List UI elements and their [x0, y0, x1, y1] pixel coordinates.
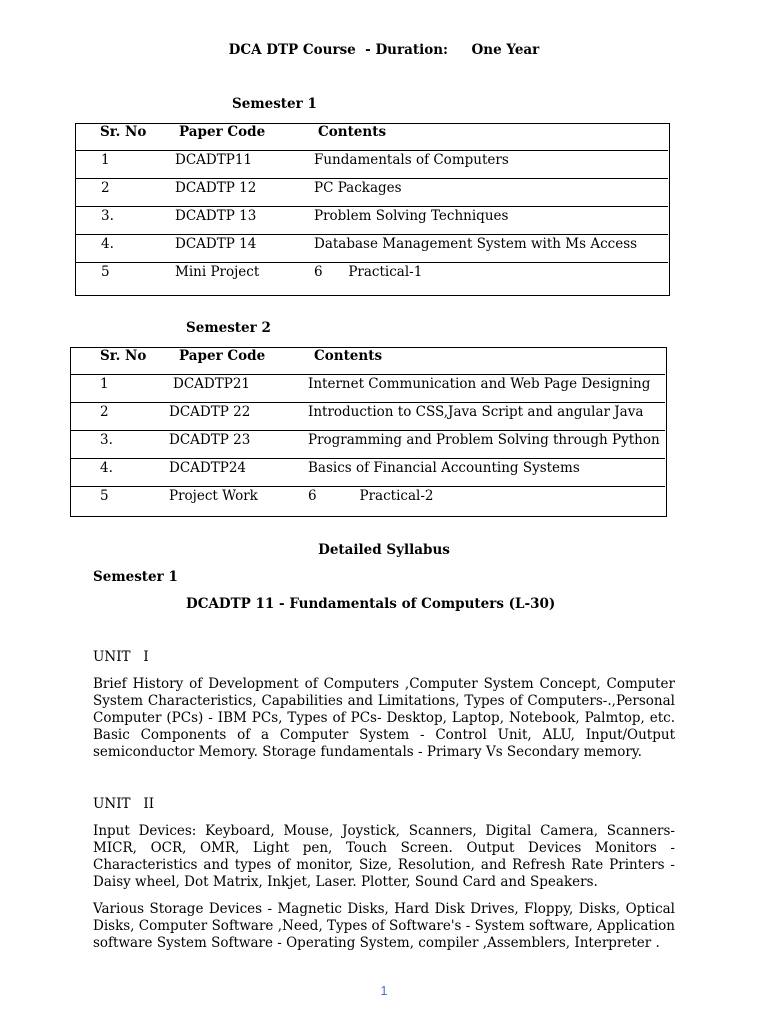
table-header-row: [71, 347, 665, 375]
cell-contents: 6 Practical-1: [314, 263, 668, 299]
unit-1-label: UNIT I: [93, 649, 149, 665]
cell-code: DCADTP11: [175, 151, 314, 179]
cell-contents: Introduction to CSS,Java Script and angular Java: [308, 403, 665, 431]
unit-2-paragraph: Input Devices: Keyboard, Mouse, Joystick, Scanners, Digital Camera, Scanners-MICR, OCR, OMR, Light pen, Touch Screen. Output Devices Monitors - Characteristics and types of monitor, Size, Resolution, and Refresh Rate Printers - Daisy wheel, Dot Matrix, Inkjet, Laser. Plotter, Sound Card and Speakers.: [93, 823, 675, 890]
cell-sr: 2: [76, 179, 175, 207]
paper-title: DCADTP 11 - Fundamentals of Computers (L-30): [186, 596, 556, 612]
table-row: [76, 179, 668, 207]
unit-2-label: UNIT II: [93, 796, 155, 812]
unit-1-paragraph: Brief History of Development of Computers ,Computer System Concept, Computer System Characteristics, Capabilities and Limitations, Types of Computers-.,Personal Computer (PCs) - IBM PCs, Types of PCs- Desktop, Laptop, Notebook, Palmtop, etc. Basic Components of a Computer System - Control Unit, ALU, Input/Output semiconductor Memory. Storage fundamentals - Primary Vs Secondary memory.: [93, 676, 675, 760]
semester-2-label: Semester 2: [186, 320, 271, 336]
cell-contents: Basics of Financial Accounting Systems: [308, 459, 665, 487]
unit-2-paragraph-2: Various Storage Devices - Magnetic Disks, Hard Disk Drives, Floppy, Disks, Optical Disks, Computer Software ,Need, Types of Software's - System software, Application software System Software - Operating System, compiler ,Assemblers, Interpreter .: [93, 901, 675, 951]
header-paper-code: Paper Code: [179, 348, 266, 364]
cell-sr: 4.: [71, 459, 169, 487]
header-paper-code: Paper Code: [179, 124, 266, 140]
table-row: [71, 487, 665, 519]
cell-contents: Problem Solving Techniques: [314, 207, 668, 235]
cell-contents: Database Management System with Ms Access: [314, 235, 668, 263]
cell-code: DCADTP24: [169, 459, 308, 487]
cell-sr: 3.: [71, 431, 169, 459]
page-number: 1: [380, 984, 388, 998]
cell-code: DCADTP21: [169, 375, 308, 403]
table-header-row: [76, 123, 668, 151]
cell-sr: 5: [76, 263, 175, 299]
header-sr-no: Sr. No: [100, 348, 147, 364]
table-row: [76, 207, 668, 235]
header-contents: Contents: [314, 348, 383, 364]
semester-2-table: [71, 347, 665, 518]
cell-sr: 1: [76, 151, 175, 179]
cell-code: DCADTP 12: [175, 179, 314, 207]
cell-contents: Fundamentals of Computers: [314, 151, 668, 179]
semester-1-table: [76, 123, 668, 298]
cell-sr: 4.: [76, 235, 175, 263]
semester-1-label: Semester 1: [232, 96, 317, 112]
cell-code: Mini Project: [175, 263, 314, 299]
cell-code: DCADTP 23: [169, 431, 308, 459]
cell-contents: Internet Communication and Web Page Designing: [308, 375, 665, 403]
table-row: [76, 263, 668, 299]
cell-sr: 3.: [76, 207, 175, 235]
cell-code: Project Work: [169, 487, 308, 519]
table-row: [71, 431, 665, 459]
header-sr-no: Sr. No: [100, 124, 147, 140]
document-title: DCA DTP Course - Duration: One Year: [228, 42, 540, 58]
cell-code: DCADTP 22: [169, 403, 308, 431]
cell-sr: 2: [71, 403, 169, 431]
header-contents: Contents: [318, 124, 387, 140]
table-row: [71, 459, 665, 487]
detailed-syllabus-title: Detailed Syllabus: [318, 542, 450, 558]
cell-contents: Programming and Problem Solving through Python: [308, 431, 665, 459]
cell-contents: 6 Practical-2: [308, 487, 665, 519]
table-row: [76, 235, 668, 263]
cell-code: DCADTP 13: [175, 207, 314, 235]
table-row: [76, 151, 668, 179]
cell-code: DCADTP 14: [175, 235, 314, 263]
cell-contents: PC Packages: [314, 179, 668, 207]
cell-sr: 5: [71, 487, 169, 519]
table-row: [71, 403, 665, 431]
cell-sr: 1: [71, 375, 169, 403]
detailed-semester-label: Semester 1: [93, 569, 178, 585]
table-row: [71, 375, 665, 403]
